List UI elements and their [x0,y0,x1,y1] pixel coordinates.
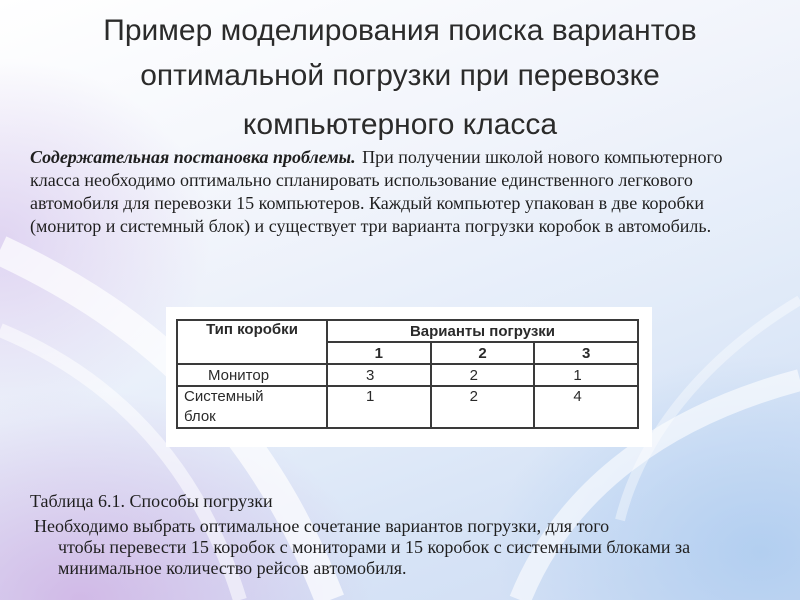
loading-table-frame [166,307,652,447]
loading-variants-table [176,319,639,429]
cell-monitor-v3: 1 [534,364,638,386]
cell-system-unit-v3: 4 [534,386,638,428]
problem-statement [30,146,770,238]
conclusion-rest: чтобы перевести 15 коробок с мониторами и 15 коробок с системными блоками за минимальное количество рейсов автомобиля. [58,537,691,578]
cell-monitor-v2: 2 [431,364,535,386]
variant-number-3: 3 [534,342,638,364]
header-loading-variants: Варианты погрузки [327,320,638,342]
title-line-2: оптимальной погрузки при перевозке [140,59,660,92]
row-label-monitor: Монитор [177,364,327,386]
task-conclusion [34,516,774,579]
conclusion-first-line: Необходимо выбрать оптимальное сочетание вариантов погрузки, для того [34,516,610,536]
variant-number-1: 1 [327,342,431,364]
table-row [177,364,638,386]
table-header-row [177,320,638,342]
problem-lead: Содержательная постановка проблемы. [30,147,356,167]
header-box-type: Тип коробки [177,320,327,364]
title-line-1: Пример моделирования поиска вариантов [103,14,697,47]
table-caption: Таблица 6.1. Способы погрузки [30,491,273,511]
problem-text: При получении школой нового компьютерного класса необходимо оптимально спланировать использование единственного легкового автомобиля для перевозки 15 компьютеров. Каждый компьютер упакован в две коробки (монитор и системный блок) и существует три варианта погрузки коробок в автомобиль. [30,147,723,236]
cell-system-unit-v1: 1 [327,386,431,428]
variant-number-2: 2 [431,342,535,364]
title-line-3: компьютерного класса [242,108,558,141]
row-label-system-unit [177,386,327,428]
table-row [177,386,638,428]
cell-system-unit-v2: 2 [431,386,535,428]
row-label-system-unit-line2: блок [184,408,216,425]
slide-title [40,8,760,147]
row-label-system-unit-line1: Системный [184,388,264,405]
cell-monitor-v1: 3 [327,364,431,386]
